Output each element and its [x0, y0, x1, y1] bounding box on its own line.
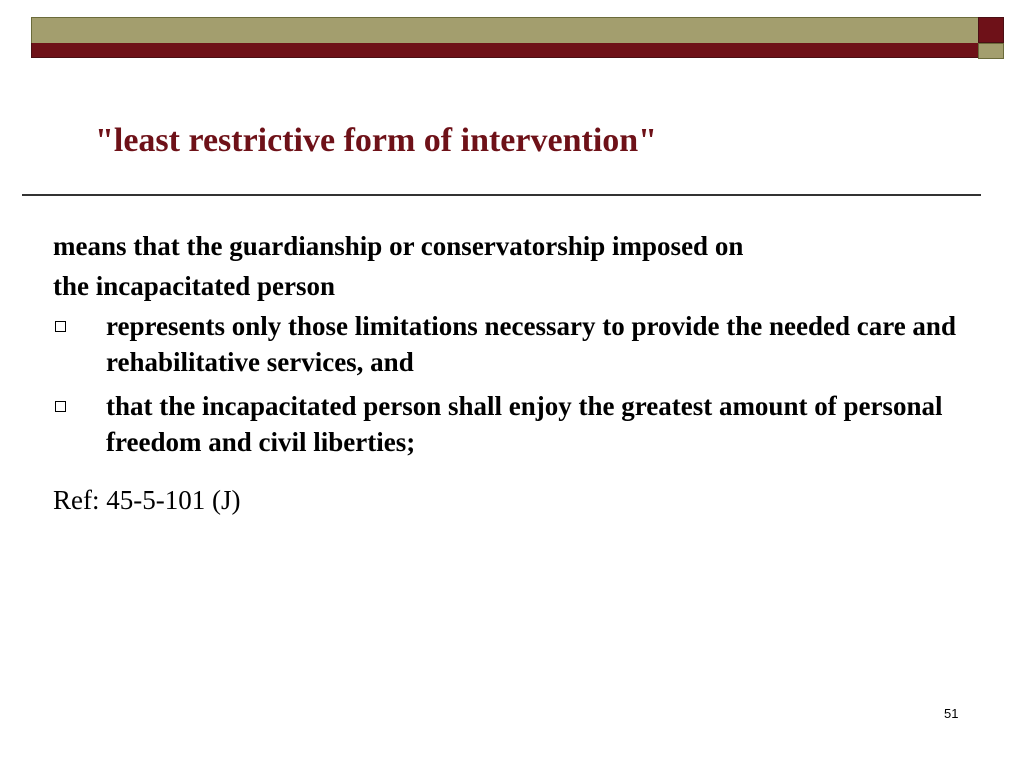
header-band-olive [31, 17, 979, 43]
header-square-red [978, 17, 1004, 43]
header-square-olive [978, 43, 1004, 59]
title-divider [22, 194, 981, 196]
bullet-item [53, 308, 993, 380]
square-bullet-icon [55, 321, 66, 332]
bullet-item [53, 388, 993, 460]
slide-body [53, 226, 993, 520]
square-bullet-icon [55, 401, 66, 412]
intro-line-2: the incapacitated person [53, 271, 335, 301]
intro-line-1: means that the guardianship or conservatorship imposed on [53, 231, 744, 261]
bullet-text: represents only those limitations necessary to provide the needed care and rehabilitative services, and [106, 311, 956, 377]
slide-title: "least restrictive form of intervention" [95, 122, 658, 159]
header-band-red [31, 43, 979, 58]
page-number: 51 [944, 706, 959, 721]
reference-citation: Ref: 45-5-101 (J) [53, 485, 241, 515]
bullet-text: that the incapacitated person shall enjoy the greatest amount of personal freedom and civil liberties; [106, 391, 943, 457]
